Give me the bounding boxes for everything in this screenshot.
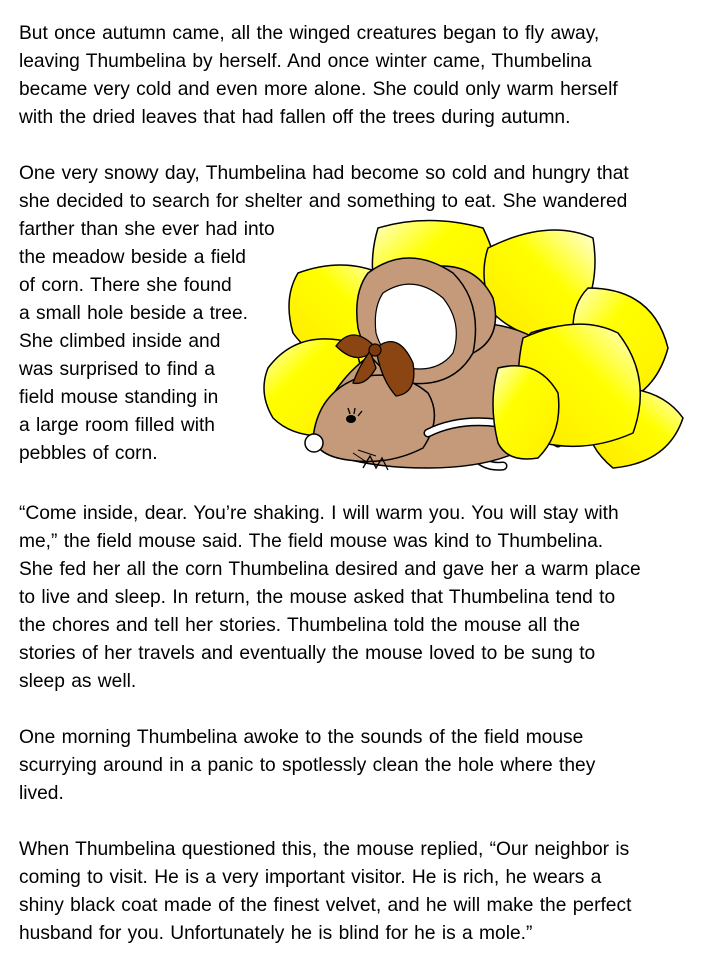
text-line: lived. <box>19 783 64 804</box>
mouse-nose <box>305 434 323 452</box>
text-line: a large room filled with <box>19 415 215 436</box>
text-line: husband for you. Unfortunately he is blind for he is a mole.” <box>19 923 533 944</box>
text-line: One morning Thumbelina awoke to the sounds of the field mouse <box>19 727 584 748</box>
text-line: “Come inside, dear. You’re shaking. I will warm you. You will stay with <box>19 503 619 524</box>
text-line: sleep as well. <box>19 671 137 692</box>
text-line: field mouse standing in <box>19 387 219 408</box>
text-line: was surprised to find a <box>19 359 215 380</box>
text-line: became very cold and even more alone. She could only warm herself <box>19 79 618 100</box>
text-line: the meadow beside a field <box>19 247 246 268</box>
text-line: with the dried leaves that had fallen off the trees during autumn. <box>19 107 571 128</box>
text-line: pebbles of corn. <box>19 443 158 464</box>
bow-knot <box>369 344 381 356</box>
text-line: She climbed inside and <box>19 331 221 352</box>
text-line: she decided to search for shelter and something to eat. She wandered <box>19 191 628 212</box>
text-line: me,” the field mouse said. The field mouse was kind to Thumbelina. <box>19 531 604 552</box>
mouse-in-corn-flower-icon <box>258 218 688 478</box>
text-line: scurrying around in a panic to spotlessly clean the hole where they <box>19 755 596 776</box>
text-line: leaving Thumbelina by herself. And once winter came, Thumbelina <box>19 51 592 72</box>
text-line: a small hole beside a tree. <box>19 303 248 324</box>
text-line: One very snowy day, Thumbelina had become so cold and hungry that <box>19 163 629 184</box>
mouse-eye <box>346 415 356 423</box>
text-line: the chores and tell her stories. Thumbelina told the mouse all the <box>19 615 581 636</box>
text-line: But once autumn came, all the winged creatures began to fly away, <box>19 23 600 44</box>
text-line: When Thumbelina questioned this, the mouse replied, “Our neighbor is <box>19 839 630 860</box>
text-line: She fed her all the corn Thumbelina desired and gave her a warm place <box>19 559 641 580</box>
text-line: coming to visit. He is a very important visitor. He is rich, he wears a <box>19 867 602 888</box>
text-line: shiny black coat made of the finest velvet, and he will make the perfect <box>19 895 632 916</box>
text-line: of corn. There she found <box>19 275 232 296</box>
petal-front <box>493 366 559 459</box>
text-line: farther than she ever had into <box>19 219 275 240</box>
text-line: stories of her travels and eventually the mouse loved to be sung to <box>19 643 596 664</box>
text-line: to live and sleep. In return, the mouse asked that Thumbelina tend to <box>19 587 616 608</box>
